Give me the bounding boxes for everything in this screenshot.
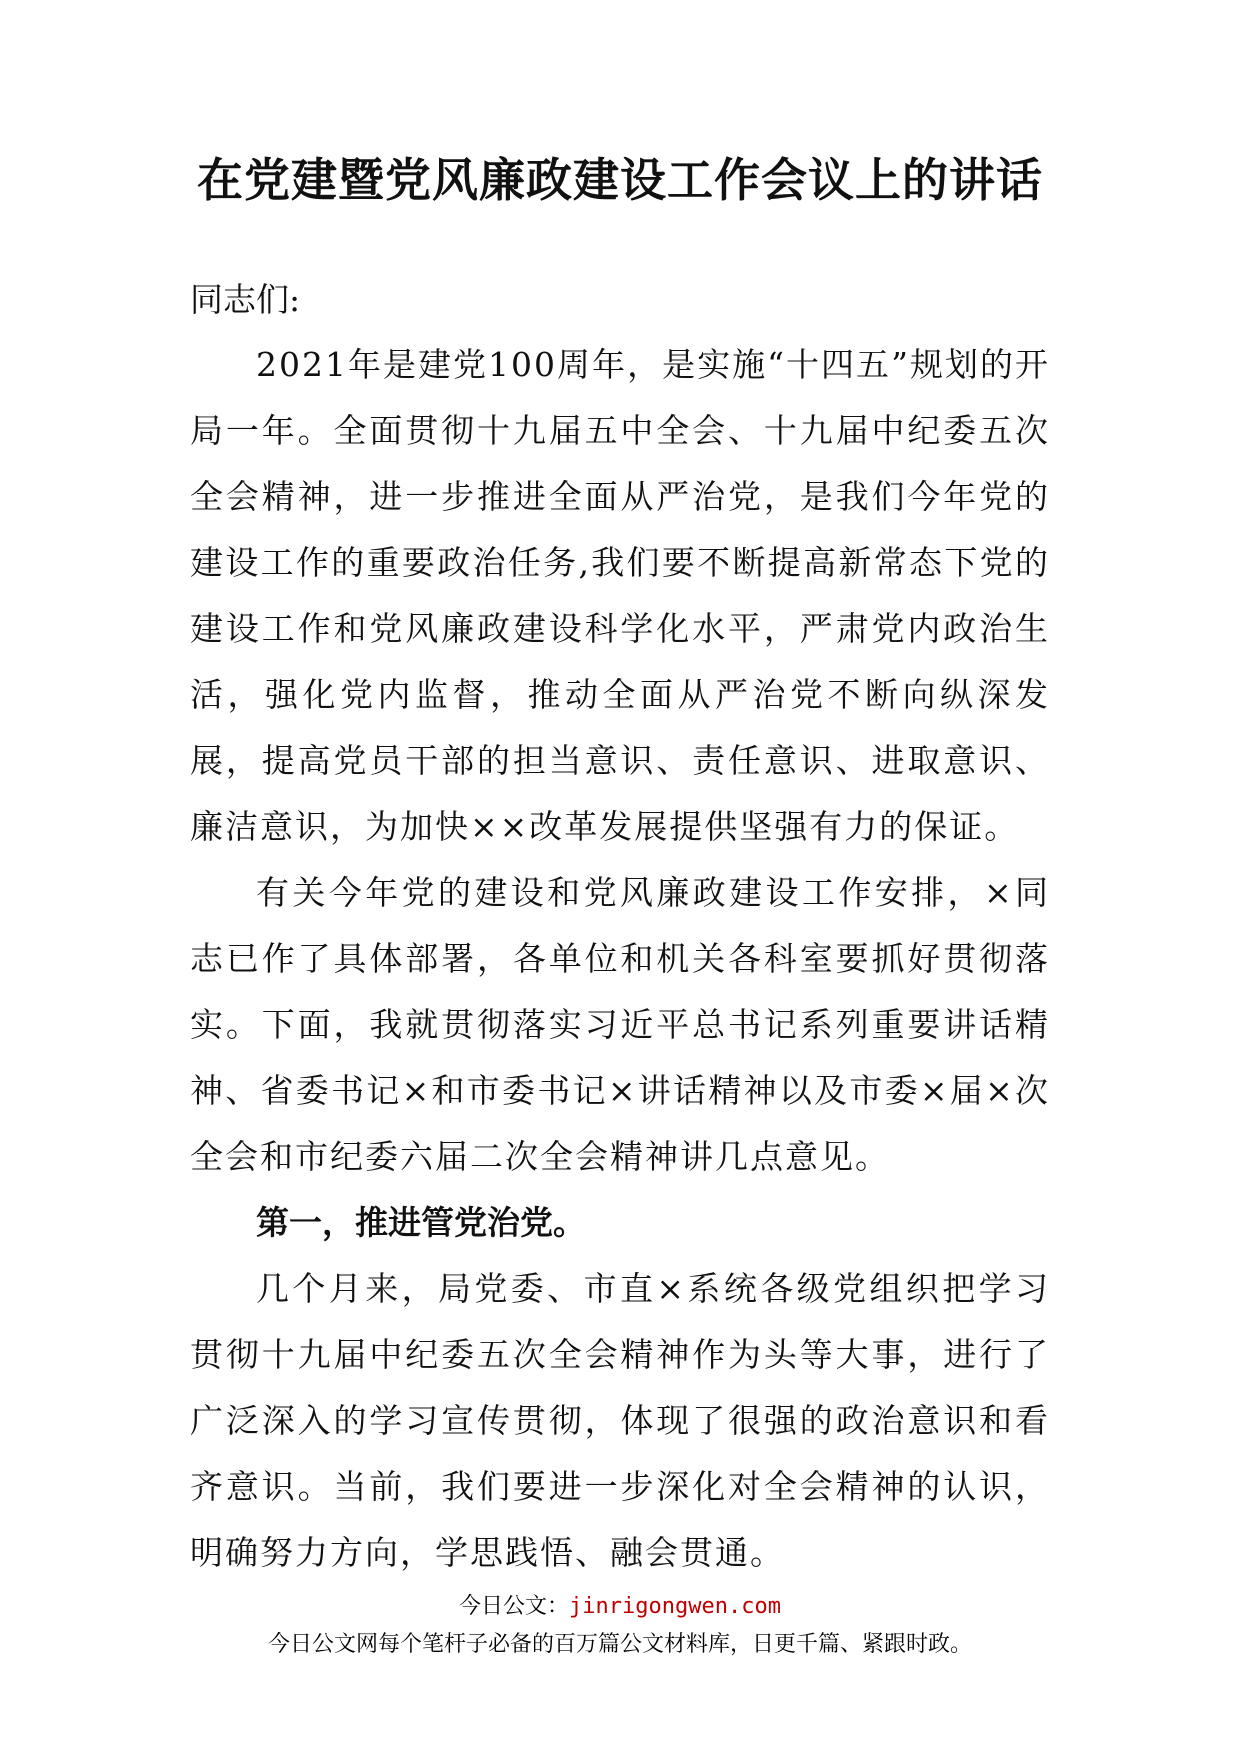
footer-slogan: 今日公文网每个笔杆子必备的百万篇公文材料库，日更千篇、紧跟时政。 xyxy=(267,1632,972,1657)
section-paragraph: 几个月来，局党委、市直×系统各级党组织把学习贯彻十九届中纪委五次全会精神作为头等大事，进行了广泛深入的学习宣传贯彻，体现了很强的政治意识和看齐意识。当前，我们要进一步深化对全会精神的认识，明确努力方向，学思践悟、融会贯通。 xyxy=(190,1269,1050,1572)
document-title: 在党建暨党风廉政建设工作会议上的讲话 xyxy=(197,153,1043,207)
footer-site-line xyxy=(0,1592,1240,1622)
paragraph-arrangement: 有关今年党的建设和党风廉政建设工作安排，×同志已作了具体部署，各单位和机关各科室要抓好贯彻落实。下面，我就贯彻落实习近平总书记系列重要讲话精神、省委书记×和市委书记×讲话精神以及市委×届×次全会和市纪委六届二次全会精神讲几点意见。 xyxy=(190,873,1050,1176)
section-heading: 第一，推进管党治党。 xyxy=(256,1203,586,1242)
greeting: 同志们: xyxy=(190,280,301,319)
footer-site-url[interactable]: jinrigongwen.com xyxy=(569,1594,781,1619)
document-body xyxy=(190,268,1050,1586)
footer-site-label: 今日公文： xyxy=(459,1594,570,1619)
paragraph-intro: 2021年是建党100周年，是实施“十四五”规划的开局一年。全面贯彻十九届五中全会、十九届中纪委五次全会精神，进一步推进全面从严治党，是我们今年党的建设工作的重要政治任务,我们要不断提高新常态下党的建设工作和党风廉政建设科学化水平，严肃党内政治生活，强化党内监督，推动全面从严治党不断向纵深发展，提高党员干部的担当意识、责任意识、进取意识、廉洁意识，为加快××改革发展提供坚强有力的保证。 xyxy=(190,345,1050,846)
